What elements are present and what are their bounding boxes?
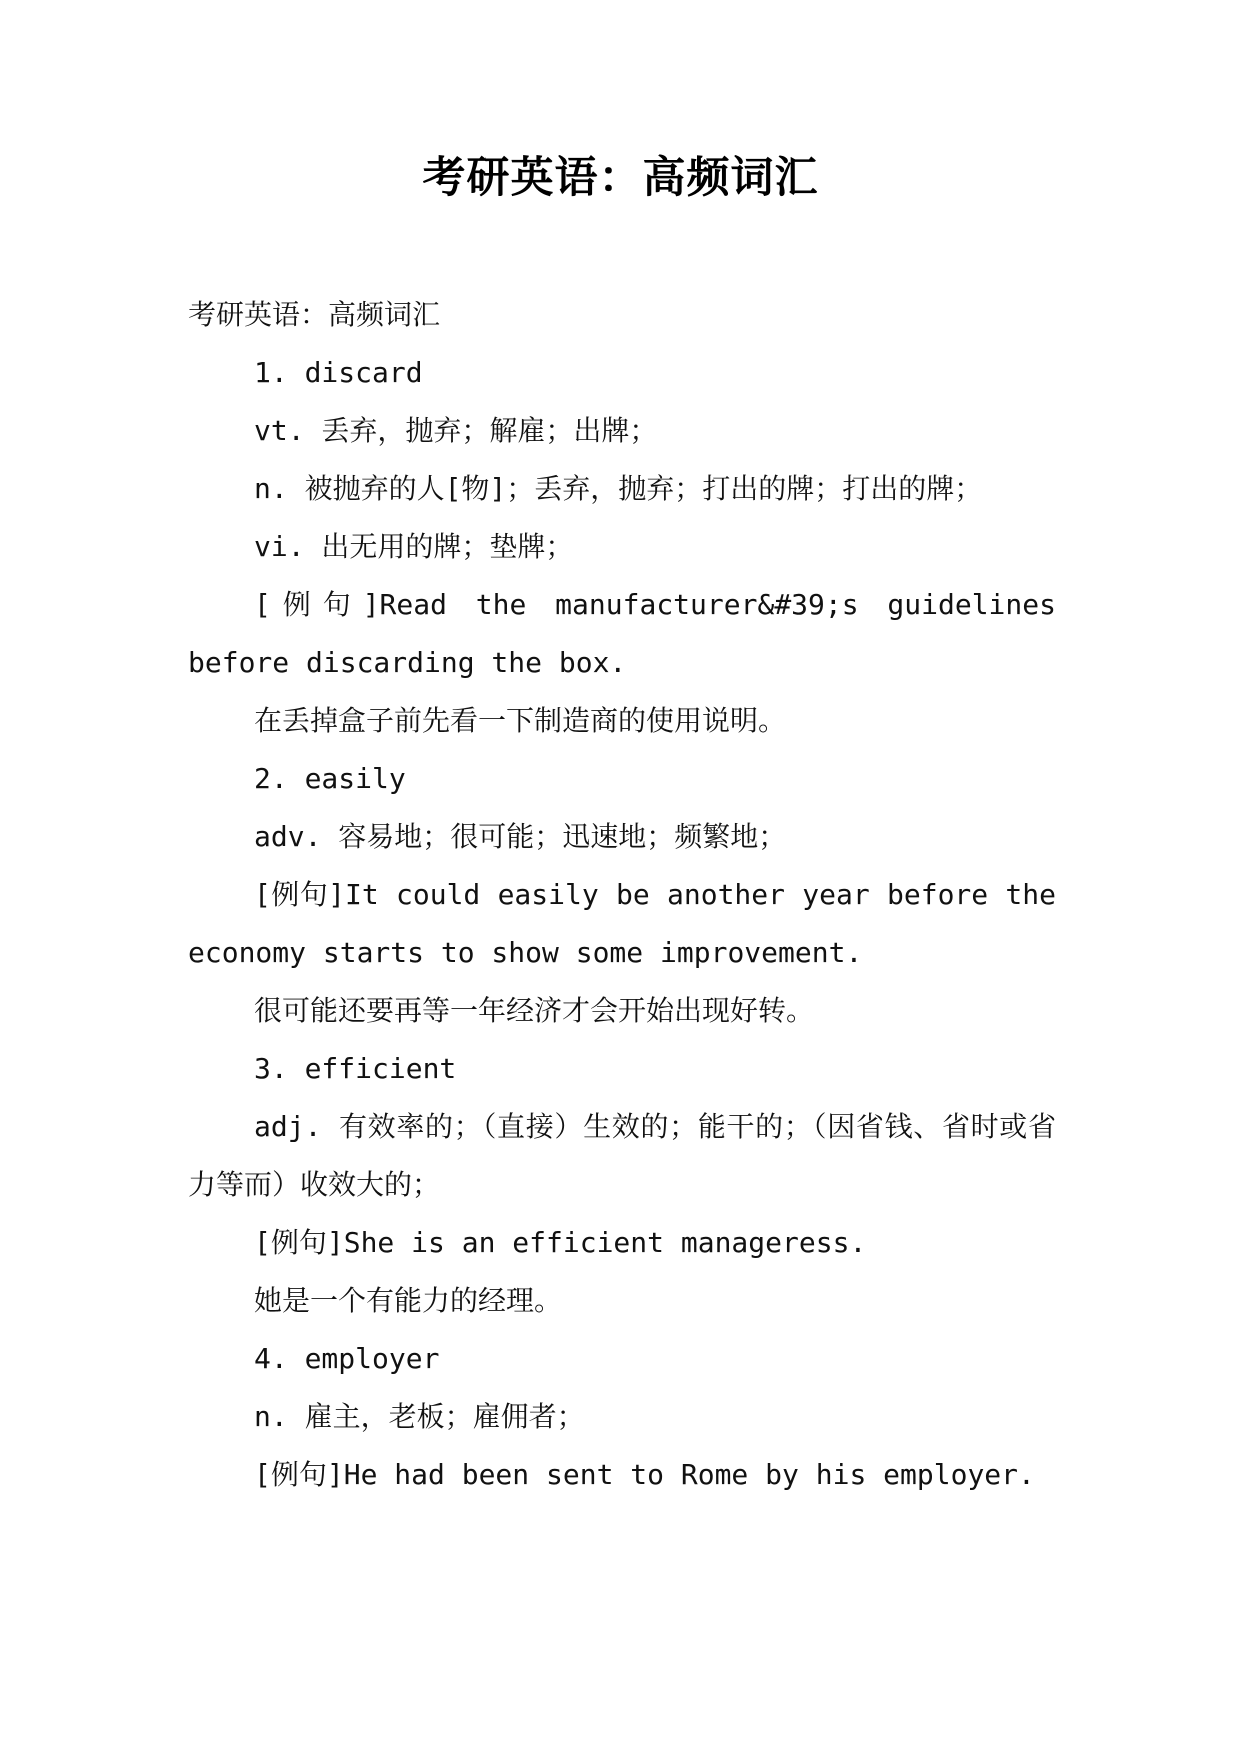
entry-example: [例句]It could easily be another year before the economy starts to show some improvement. — [188, 878, 1056, 969]
entry-translation: 她是一个有能力的经理。 — [254, 1284, 563, 1317]
entry-definition: n. 雇主，老板；雇佣者； — [254, 1400, 585, 1433]
entry-translation: 在丢掉盒子前先看一下制造商的使用说明。 — [254, 704, 787, 737]
document-body — [188, 286, 1056, 1504]
entry-definition: vi. 出无用的牌；垫牌； — [254, 530, 574, 563]
entry-example: [例句]He had been sent to Rome by his employer. — [254, 1458, 1035, 1491]
entry-translation: 很可能还要再等一年经济才会开始出现好转。 — [254, 994, 815, 1027]
entry-definition: n. 被抛弃的人[物]；丢弃，抛弃；打出的牌；打出的牌； — [254, 472, 983, 505]
entry-example: [例句]She is an efficient manageress. — [254, 1226, 867, 1259]
entry-word: 4. employer — [254, 1342, 440, 1375]
entry-word: 1. discard — [254, 356, 423, 389]
entry-definition: vt. 丢弃，抛弃；解雇；出牌； — [254, 414, 658, 447]
entry-definition: adv. 容易地；很可能；迅速地；频繁地； — [254, 820, 787, 853]
section-heading: 考研英语：高频词汇 — [188, 298, 441, 331]
entry-word: 3. efficient — [254, 1052, 457, 1085]
entry-word: 2. easily — [254, 762, 406, 795]
document-title: 考研英语：高频词汇 — [422, 153, 819, 203]
entry-definition: adj. 有效率的；（直接）生效的；能干的；（因省钱、省时或省力等而）收效大的； — [188, 1110, 1056, 1201]
entry-example: [例句]Read the manufacturer&#39;s guidelines before discarding the box. — [188, 588, 1056, 679]
